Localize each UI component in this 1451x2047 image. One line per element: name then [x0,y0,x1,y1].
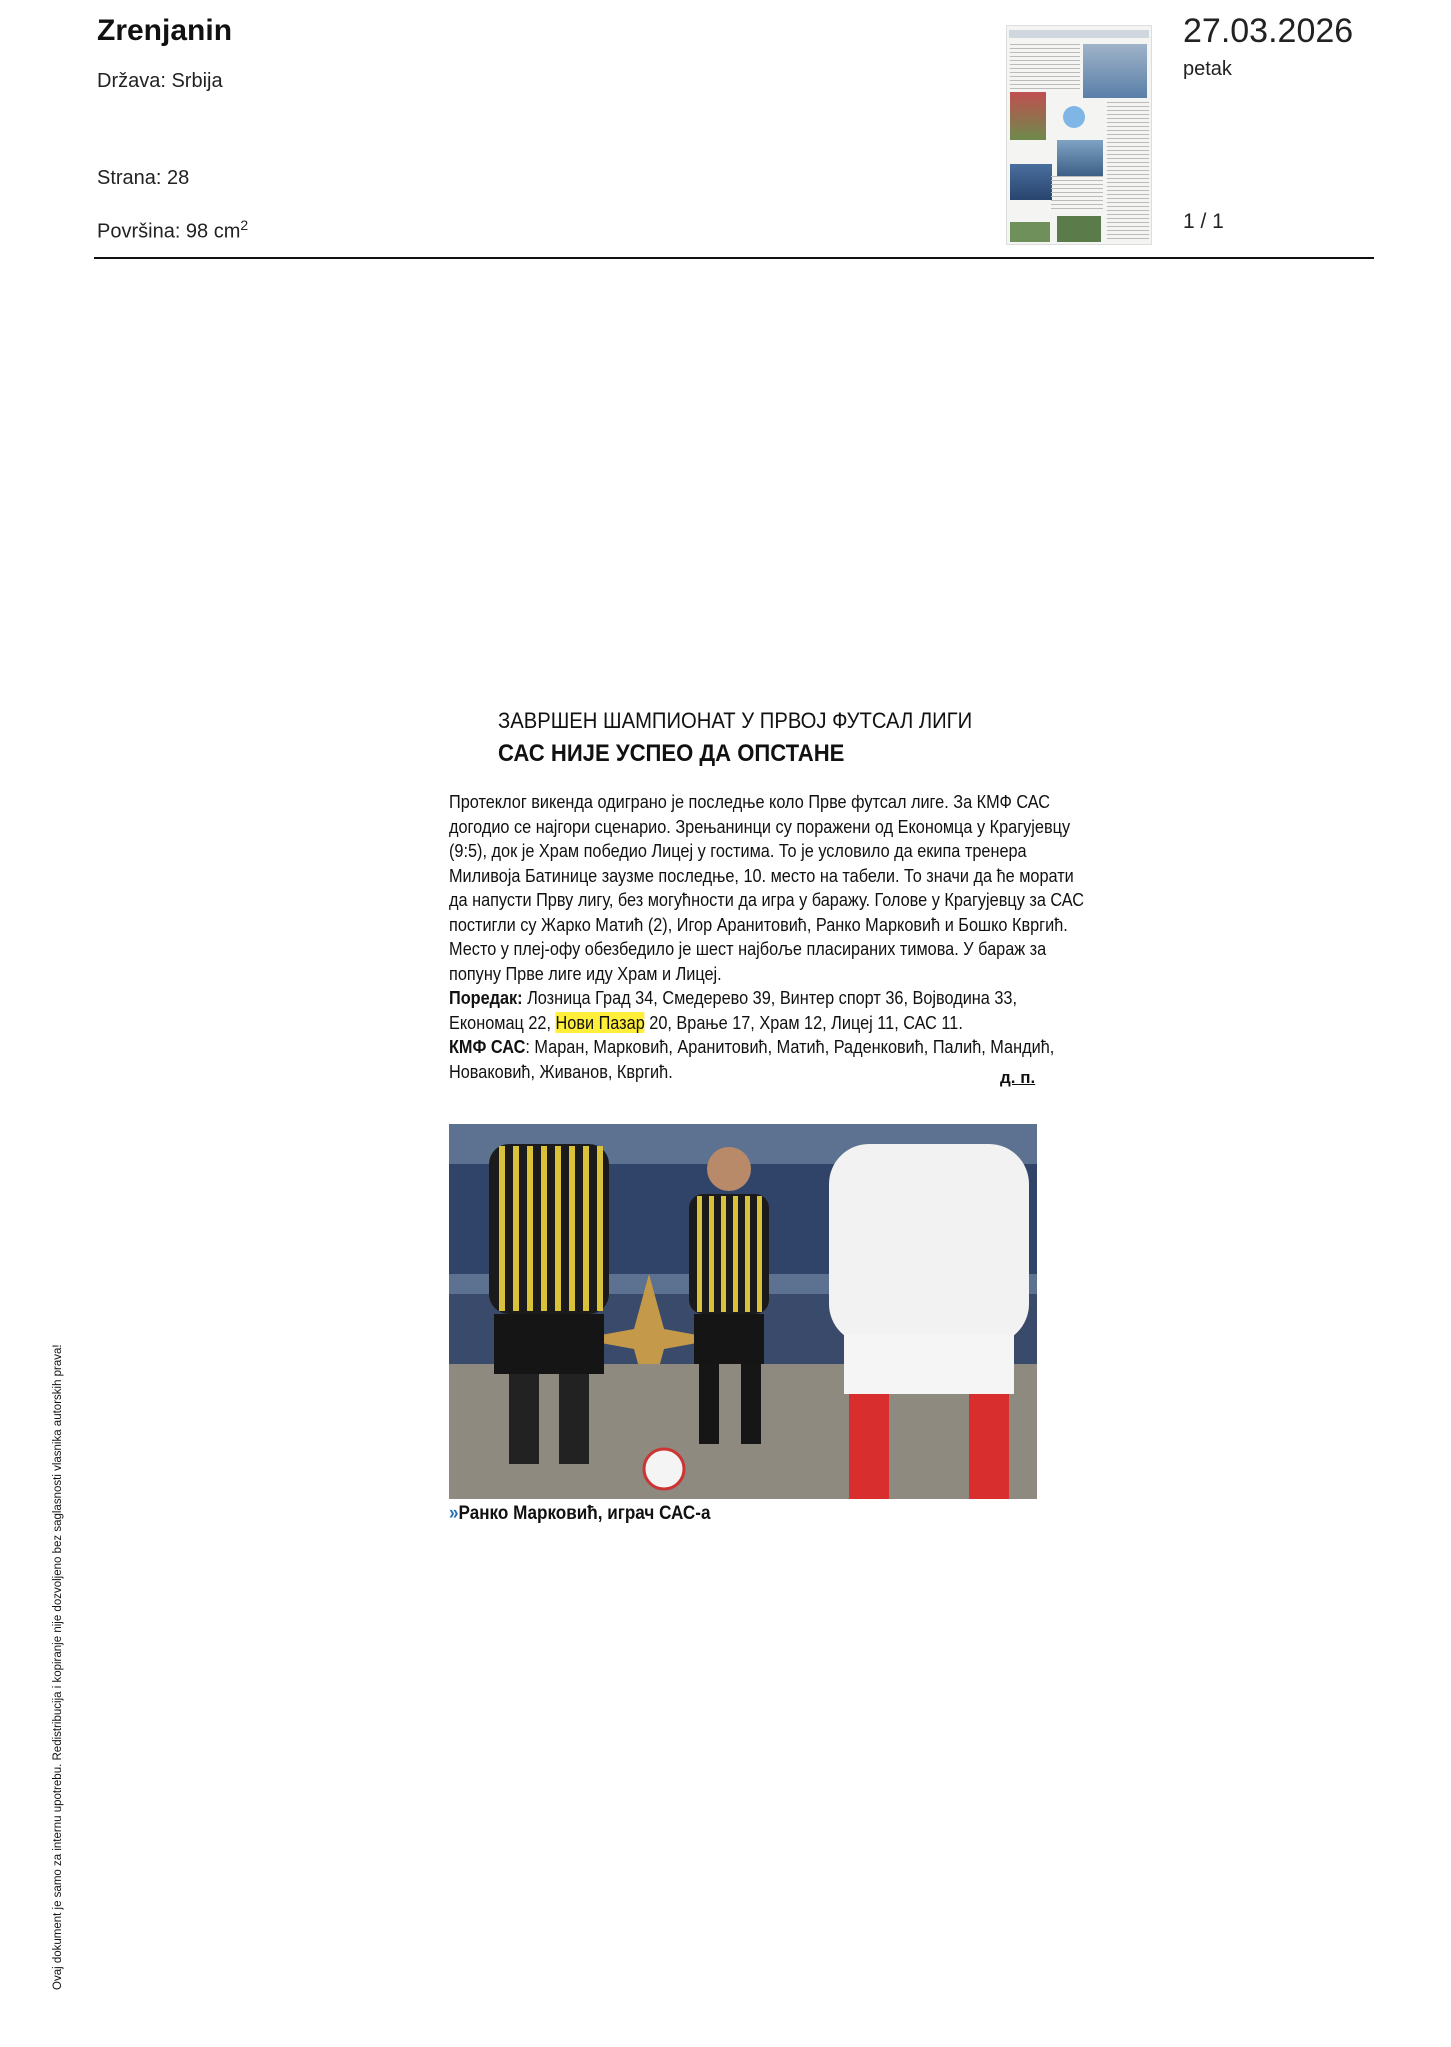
publication-date: 27.03.2026 [1183,12,1354,50]
thumbnail-logo [1063,106,1085,128]
body-line: попуну Прве лиге иду Храм и Лицеј. [449,962,722,984]
page-count: 1 / 1 [1183,210,1224,233]
thumbnail-photo-top [1083,44,1147,98]
thumbnail-photo-middle [1057,140,1103,176]
header-divider [94,257,1374,259]
body-line: (9:5), док је Храм победио Лицеј у гостима. То је условило да екипа тренера [449,840,1027,861]
byline: д. п. [1000,1068,1036,1087]
thumbnail-text-column [1107,102,1149,242]
body-line: Место у плеј-офу обезбедило је шест најбоље пласираних тимова. У бараж за [449,938,1047,959]
photo-caption [449,1503,710,1525]
country-label: Država: Srbija [97,70,223,92]
body-line: постигли су Жарко Матић (2), Игор Аранитовић, Ранко Марковић и Бошко Квргић. [449,913,1068,935]
thumbnail-photo-bottom-mid [1057,216,1101,242]
caption-text: Ранко Марковић, играч САС-а [458,1503,711,1524]
copyright-note: Ovaj dokument je samo za internu upotrebu. Redistribucija i kopiranje nije dozvoljeno bez saglasnosti vlasnika autorskih prava! [52,1344,64,1990]
standings-text: 20, Врање 17, Храм 12, Лицеј 11, САС 11. [644,1011,963,1033]
highlighted-term: Нови Пазар [555,1011,645,1033]
thumbnail-photo-lower-left [1010,164,1052,200]
weekday-label: petak [1183,58,1232,80]
caption-marker: » [449,1503,459,1524]
page-number-label: Strana: 28 [97,167,190,189]
body-line: Протеклог викенда одиграно је последње коло Прве футсал лиге. За КМФ САС [449,791,1051,812]
standings-line [449,1011,977,1036]
thumbnail-text-column [1051,176,1103,212]
standings-line [449,986,1017,1011]
thumbnail-photo-bottom-left [1010,222,1050,242]
body-line: Миливоја Батинице заузме последње, 10. место на табели. То значи да ће морати [449,864,1074,886]
thumbnail-header [1009,30,1149,38]
ball [644,1449,684,1489]
article-headline: САС НИЈЕ УСПЕО ДА ОПСТАНЕ [498,740,845,767]
thumbnail-photo-left [1010,92,1046,140]
area-unit-exponent: 2 [240,217,249,233]
area-label [97,217,248,244]
squad-label: КМФ САС [449,1036,526,1057]
body-line: догодио се најгори сценарио. Зрењанинци су поражени од Економца у Крагујевцу [449,815,1071,837]
squad-text: : Маран, Марковић, Аранитовић, Матић, Раденковић, Палић, Мандић, [525,1036,1055,1057]
publication-title: Zrenjanin [97,14,233,47]
standings-label: Поредак: [449,987,523,1008]
article-kicker: ЗАВРШЕН ШАМПИОНАТ У ПРВОЈ ФУТСАЛ ЛИГИ [498,708,973,733]
page-thumbnail[interactable] [1006,25,1152,245]
article-photo [449,1124,1037,1499]
standings-text: Лозница Град 34, Смедерево 39, Винтер спорт 36, Војводина 33, [522,987,1017,1008]
squad-line [449,1035,1055,1060]
standings-text: Економац 22, [449,1011,556,1033]
body-line: да напусти Прву лигу, без могућности да игра у баражу. Голове у Крагујевцу за САС [449,889,1085,910]
squad-line: Новаковић, Живанов, Квргић. [449,1060,673,1082]
area-value: Površina: 98 cm [97,220,241,243]
thumbnail-text-column [1010,44,1080,90]
